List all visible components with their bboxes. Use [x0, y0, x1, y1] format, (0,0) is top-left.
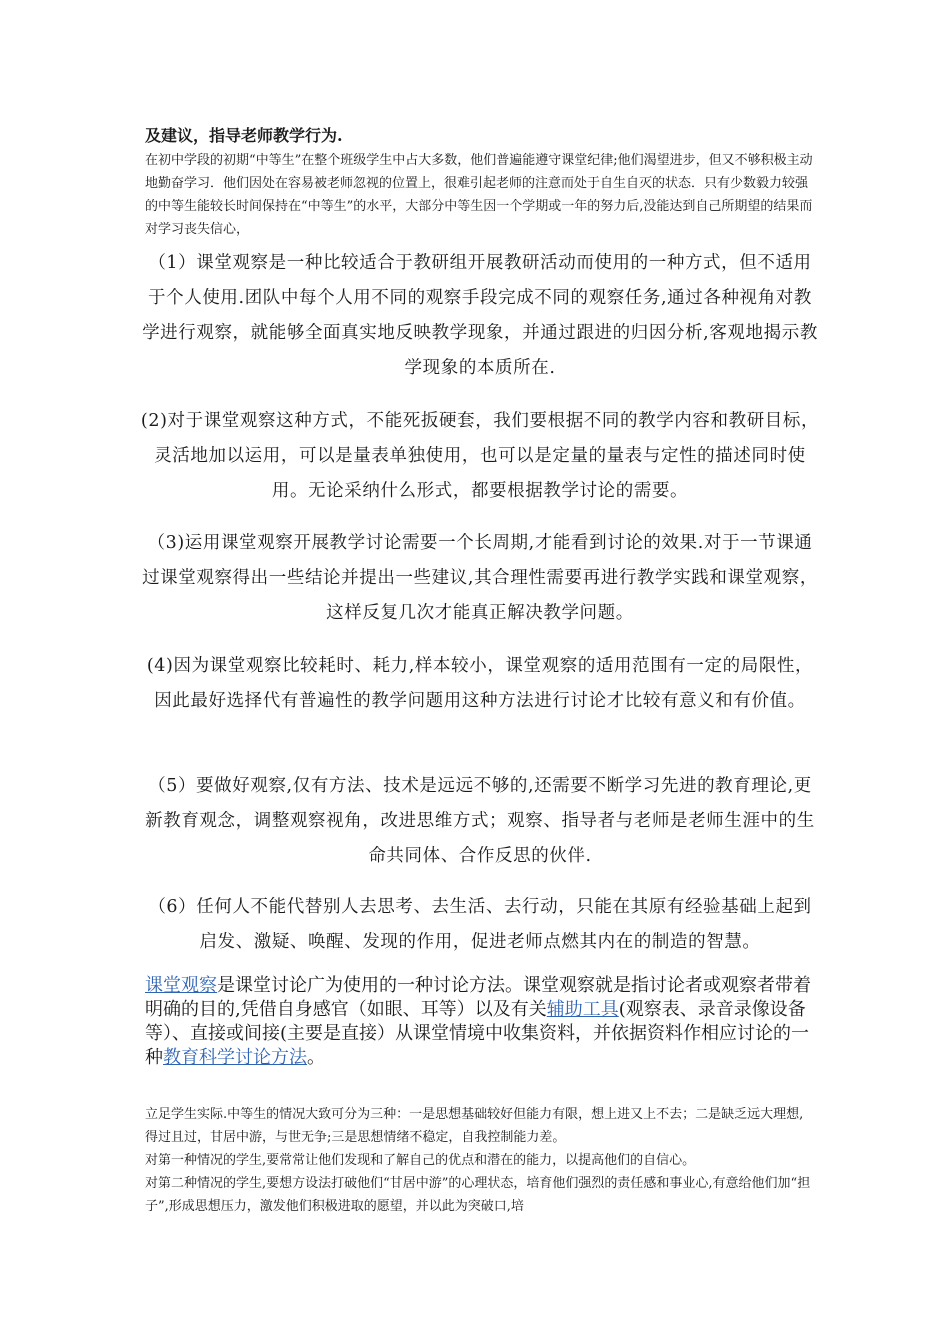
tail-paragraph-3: 对第二种情况的学生,要想方设法打破他们“甘居中游”的心理状态，培育他们强烈的责任感和事业心,有意给他们加“担子”,形成思想压力，激发他们积极进取的愿望，并以此为突破口,培	[145, 1176, 811, 1214]
classroom-observation-link[interactable]: 课堂观察	[145, 975, 217, 996]
definition-text-2: (观察表、录音录像设备等）、直接或间接(主要是直接）从课堂情境中收集资料，并依据资料作相应讨论的一种	[145, 999, 810, 1068]
page-heading: 及建议，指导老师教学行为.	[145, 126, 343, 145]
student-situation-section	[145, 1103, 815, 1218]
point-paragraph-4: (4)因为课堂观察比较耗时、耗力,样本较小，课堂观察的适用范围有一定的局限性，因此最好选择代有普遍性的教学问题用这种方法进行讨论才比较有意义和有价值。	[146, 656, 814, 711]
tail-paragraph-1: 立足学生实际.中等生的情况大致可分为三种：一是思想基础较好但能力有限，想上进又上不去；二是缺乏远大理想,得过且过，甘居中游，与世无争;三是思想情绪不稳定，自我控制能力差。	[145, 1107, 804, 1145]
point-paragraph-2: (2)对于课堂观察这种方式，不能死扳硬套，我们要根据不同的教学内容和教研目标，灵活地加以运用，可以是量表单独使用，也可以是定量的量表与定性的描述同时使用。无论采纳什么形式，都要根据教学讨论的需要。	[140, 411, 820, 501]
intro-paragraph: 在初中学段的初期“中等生”在整个班级学生中占大多数，他们普遍能遵守课堂纪律;他们渴望进步，但又不够积极主动地勤奋学习．他们因处在容易被老师忽视的位置上，很难引起老师的注意而处于自生自灭的状态．只有少数毅力较强的中等生能较长时间保持在“中等生”的水平，大部分中等生因一个学期或一年的努力后,没能达到自己所期望的结果而对学习丧失信心，	[145, 153, 813, 237]
point-paragraph-3: （3)运用课堂观察开展教学讨论需要一个长周期,才能看到讨论的效果.对于一节课通过课堂观察得出一些结论并提出一些建议,其合理性需要再进行教学实践和课堂观察，这样反复几次才能真正解决教学问题。	[142, 533, 818, 623]
definition-paragraph	[145, 974, 815, 1070]
tail-paragraph-2: 对第一种情况的学生,要常常让他们发现和了解自己的优点和潜在的能力，以提高他们的自信心。	[145, 1153, 696, 1168]
education-research-method-link[interactable]: 教育科学讨论方法	[163, 1047, 307, 1068]
point-paragraph-5: （5）要做好观察,仅有方法、技术是远远不够的,还需要不断学习先进的教育理论,更新教育观念，调整观察视角，改进思维方式；观察、指导者与老师是老师生涯中的生命共同体、合作反思的伙伴.	[145, 776, 815, 866]
point-paragraph-1: （1）课堂观察是一种比较适合于教研组开展教研活动而使用的一种方式，但不适用于个人使用.团队中每个人用不同的观察手段完成不同的观察任务,通过各种视角对教学进行观察，就能够全面真实地反映教学现象，并通过跟进的归因分析,客观地揭示教学现象的本质所在.	[142, 253, 818, 378]
definition-text-3: 。	[307, 1047, 325, 1068]
point-paragraph-6: （6）任何人不能代替别人去思考、去生活、去行动，只能在其原有经验基础上起到启发、激疑、唤醒、发现的作用，促进老师点燃其内在的制造的智慧。	[148, 897, 812, 952]
definition-text-1: 是课堂讨论广为使用的一种讨论方法。课堂观察就是指讨论者或观察者带着明确的目的,凭借自身感官（如眼、耳等）以及有关	[145, 975, 811, 1020]
auxiliary-tools-link[interactable]: 辅助工具	[546, 999, 619, 1020]
